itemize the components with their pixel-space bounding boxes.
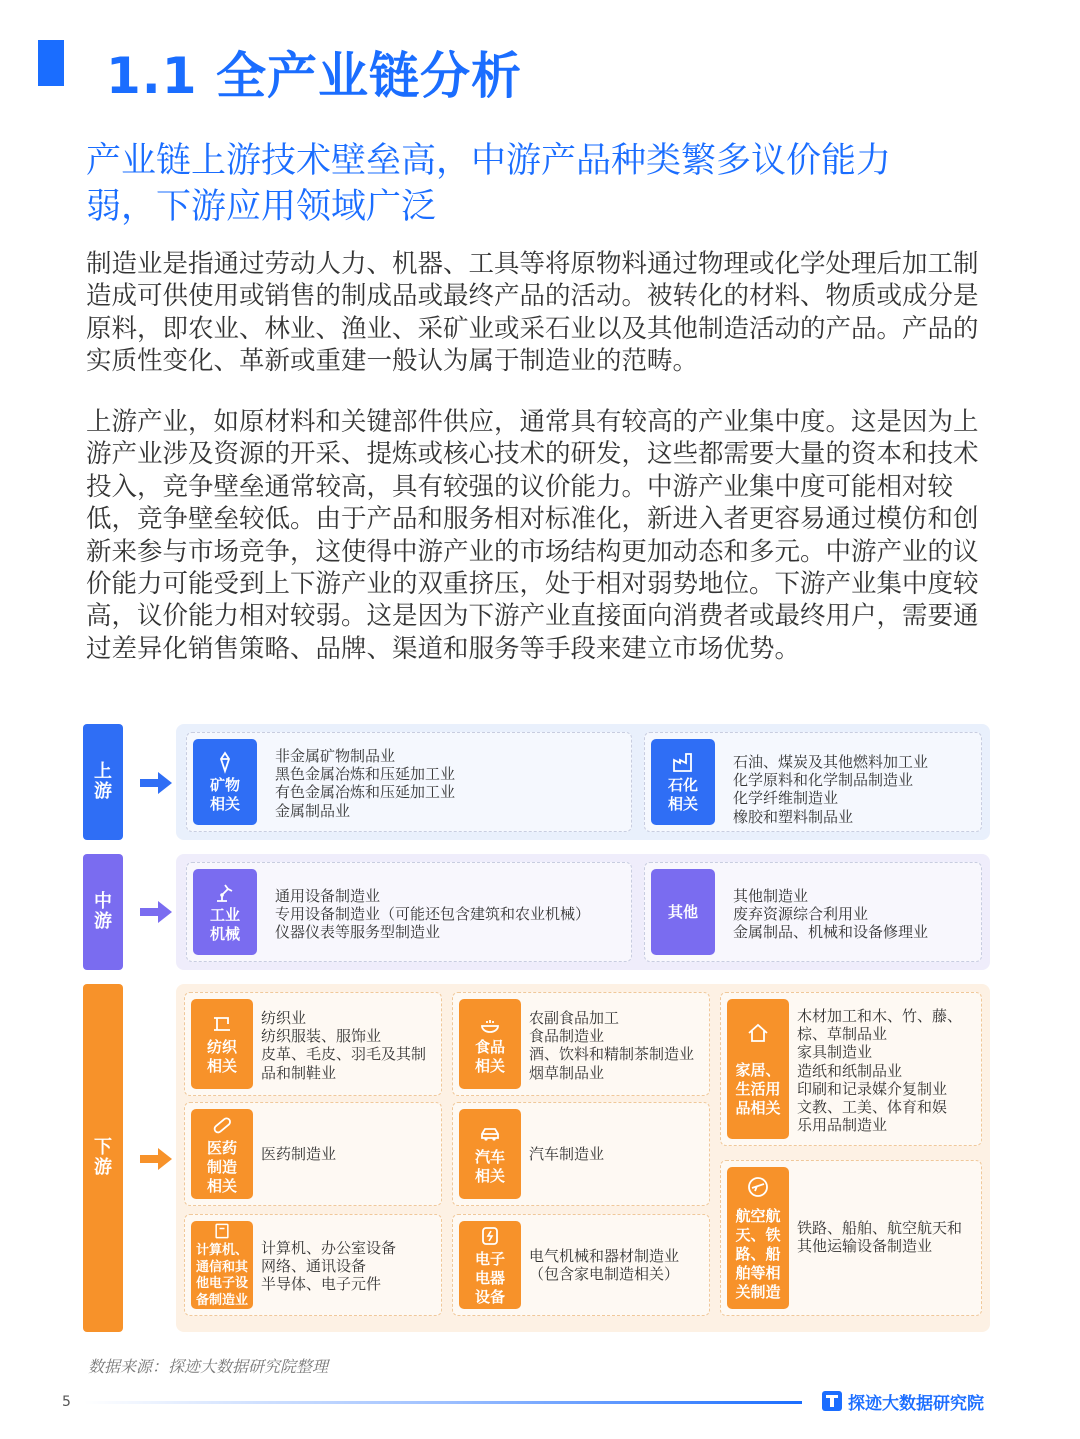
midstream-card-machinery	[186, 862, 632, 962]
badge-label: 工业 机械	[209, 906, 240, 943]
list-item: 品和制鞋业	[261, 1063, 337, 1082]
list-item: 乐用品制造业	[797, 1116, 888, 1135]
subtitle-line: 弱，下游应用领域广泛	[86, 187, 437, 227]
badge-label: 矿物 相关	[209, 776, 240, 813]
list-item: 网络、通讯设备	[261, 1257, 367, 1276]
list-item: 造纸和纸制品业	[797, 1061, 903, 1080]
downstream-label: 下游	[83, 984, 123, 1332]
midstream-arrow-icon	[138, 897, 174, 927]
badge-mineral	[193, 739, 257, 825]
mineral-icon	[213, 750, 237, 774]
list-item: 木材加工和木、竹、藤、	[797, 1007, 963, 1025]
downstream-auto-list	[529, 1145, 604, 1163]
badge-label: 医药 制造 相关	[206, 1138, 237, 1195]
downstream-computer-list	[261, 1239, 396, 1294]
list-item: 通用设备制造业	[275, 887, 381, 905]
midstream-card-other	[644, 862, 982, 962]
list-item: 烟草制品业	[529, 1063, 605, 1082]
downstream-card-transport	[720, 1160, 982, 1316]
list-item: 其他运输设备制造业	[797, 1237, 933, 1256]
downstream-pharma-list	[261, 1145, 336, 1163]
brand-footer	[822, 1389, 984, 1413]
badge-food	[459, 999, 521, 1089]
midstream-other-list	[733, 887, 928, 942]
list-item: 金属制品、机械和设备修理业	[733, 923, 929, 942]
downstream-arrow-icon	[138, 1144, 174, 1174]
badge-label: 其他	[667, 902, 698, 921]
badge-transport	[727, 1167, 789, 1309]
badge-label: 计算机、 通信和其 他电子设 备制造业	[195, 1243, 248, 1308]
list-item: 皮革、毛皮、羽毛及其制	[261, 1045, 427, 1064]
downstream-card-food	[452, 992, 710, 1096]
list-item: 废弃资源综合利用业	[733, 905, 869, 924]
list-item: 印刷和记录媒介复制业	[797, 1079, 948, 1098]
badge-computer	[191, 1221, 253, 1309]
downstream-food-list	[529, 1009, 694, 1082]
downstream-card-home	[720, 992, 982, 1146]
list-item: 专用设备制造业（可能还包含建筑和农业机械）	[275, 905, 591, 924]
midstream-machinery-list	[275, 887, 590, 942]
intro-paragraph: 制造业是指通过劳动人力、机器、工具等将原物料通过物理或化学处理后加工制造成可供使用或销售的制成品或最终产品的活动。被转化的材料、物质或成分是原料，即农业、林业、渔业、采矿业或采石业以及其他制造活动的产品。产品的实质性变化、革新或重建一般认为属于制造业的范畴。	[86, 249, 979, 377]
pill-icon	[210, 1113, 234, 1137]
downstream-card-computer	[184, 1214, 442, 1316]
badge-label: 电子 电器 设备	[474, 1249, 505, 1306]
downstream-card-pharma	[184, 1102, 442, 1206]
brand-name: 探迹大数据研究院	[848, 1393, 984, 1414]
downstream-textile-list	[261, 1009, 426, 1082]
page-number: 5	[62, 1394, 71, 1410]
badge-petrochemical	[651, 739, 715, 825]
badge-home	[727, 999, 789, 1139]
downstream-card-textile	[184, 992, 442, 1096]
robot-arm-icon	[213, 880, 237, 904]
downstream-home-list	[797, 1007, 962, 1134]
list-item: 金属制品业	[275, 801, 351, 820]
list-item: 半导体、电子元件	[261, 1275, 382, 1294]
downstream-panel	[176, 984, 990, 1332]
food-icon	[478, 1012, 502, 1036]
downstream-card-auto	[452, 1102, 710, 1206]
midstream-panel	[176, 854, 990, 970]
car-icon	[478, 1122, 502, 1146]
badge-pharma	[191, 1109, 253, 1199]
badge-label: 纺织 相关	[206, 1038, 237, 1075]
sewing-machine-icon	[210, 1012, 234, 1036]
list-item: 棕、草制品业	[797, 1025, 888, 1044]
upstream-petrochemical-list	[733, 753, 928, 826]
analysis-paragraph: 上游产业，如原材料和关键部件供应，通常具有较高的产业集中度。这是因为上游产业涉及资源的开采、提炼或核心技术的研发，这些都需要大量的资本和技术投入，竞争壁垒通常较高，具有较强的议价能力。中游产业集中度可能相对较低，竞争壁垒较低。由于产品和服务相对标准化，新进入者更容易通过模仿和创新来参与市场竞争，这使得中游产业的市场结构更加动态和多元。中游产业的议价能力可能受到上下游产业的双重挤压，处于相对弱势地位。下游产业集中度较高，议价能力相对较弱。这是因为下游产业直接面向消费者或最终用户，需要通过差异化销售策略、品牌、渠道和服务等手段来建立市场优势。	[86, 407, 979, 664]
subtitle-line: 产业链上游技术壁垒高，中游产品种类繁多议价能力	[86, 141, 892, 181]
upstream-card-petrochemical	[644, 732, 982, 832]
section-subtitle	[86, 138, 986, 230]
list-item: 纺织业	[261, 1009, 307, 1027]
list-item: 黑色金属冶炼和压延加工业	[275, 765, 456, 784]
list-item: 化学原料和化学制品制造业	[733, 771, 914, 790]
page-title: 1.1 全产业链分析	[106, 47, 522, 105]
list-item: 汽车制造业	[529, 1145, 605, 1163]
upstream-panel	[176, 724, 990, 840]
list-item: 文教、工美、体育和娱	[797, 1098, 948, 1117]
list-item: 计算机、办公室设备	[261, 1239, 397, 1257]
home-icon	[746, 1021, 770, 1045]
midstream-label: 中游	[83, 854, 123, 970]
list-item: 家具制造业	[797, 1043, 873, 1062]
list-item: 食品制造业	[529, 1027, 605, 1046]
badge-label: 食品 相关	[474, 1038, 505, 1075]
list-item: （包含家电制造相关）	[529, 1265, 680, 1284]
upstream-arrow-icon	[138, 768, 174, 798]
badge-label: 航空航 天、铁 路、船 舶等相 关制造	[735, 1206, 781, 1301]
badge-machinery	[193, 869, 257, 955]
list-item: 橡胶和塑料制品业	[733, 807, 854, 826]
badge-auto	[459, 1109, 521, 1199]
badge-label: 家居、 生活用 品相关	[735, 1060, 781, 1117]
downstream-electrical-list	[529, 1247, 679, 1283]
upstream-mineral-list	[275, 747, 455, 820]
list-item: 电气机械和器材制造业	[529, 1247, 680, 1265]
list-item: 农副食品加工	[529, 1009, 620, 1027]
data-source-note: 数据来源：探迹大数据研究院整理	[88, 1357, 329, 1376]
downstream-card-electrical	[452, 1214, 710, 1316]
list-item: 铁路、船舶、航空航天和	[797, 1219, 963, 1237]
downstream-transport-list	[797, 1219, 962, 1255]
list-item: 化学纤维制造业	[733, 789, 839, 808]
badge-label: 汽车 相关	[474, 1148, 505, 1185]
badge-textile	[191, 999, 253, 1089]
upstream-card-mineral	[186, 732, 632, 832]
electric-device-icon	[478, 1224, 502, 1248]
badge-label: 石化 相关	[667, 776, 698, 813]
list-item: 医药制造业	[261, 1145, 337, 1163]
list-item: 仪器仪表等服务型制造业	[275, 923, 441, 942]
title-accent-bar	[38, 40, 64, 86]
list-item: 有色金属冶炼和压延加工业	[275, 783, 456, 802]
factory-icon	[671, 750, 695, 774]
list-item: 纺织服装、服饰业	[261, 1027, 382, 1046]
list-item: 其他制造业	[733, 887, 809, 905]
plane-icon	[746, 1175, 770, 1199]
computer-icon	[210, 1221, 234, 1241]
badge-other	[651, 869, 715, 955]
list-item: 石油、煤炭及其他燃料加工业	[733, 753, 929, 771]
badge-electrical	[459, 1221, 521, 1309]
footer-divider	[84, 1401, 802, 1404]
upstream-label: 上游	[83, 724, 123, 840]
brand-logo-icon	[822, 1391, 842, 1411]
list-item: 酒、饮料和精制茶制造业	[529, 1045, 695, 1064]
list-item: 非金属矿物制品业	[275, 747, 396, 765]
